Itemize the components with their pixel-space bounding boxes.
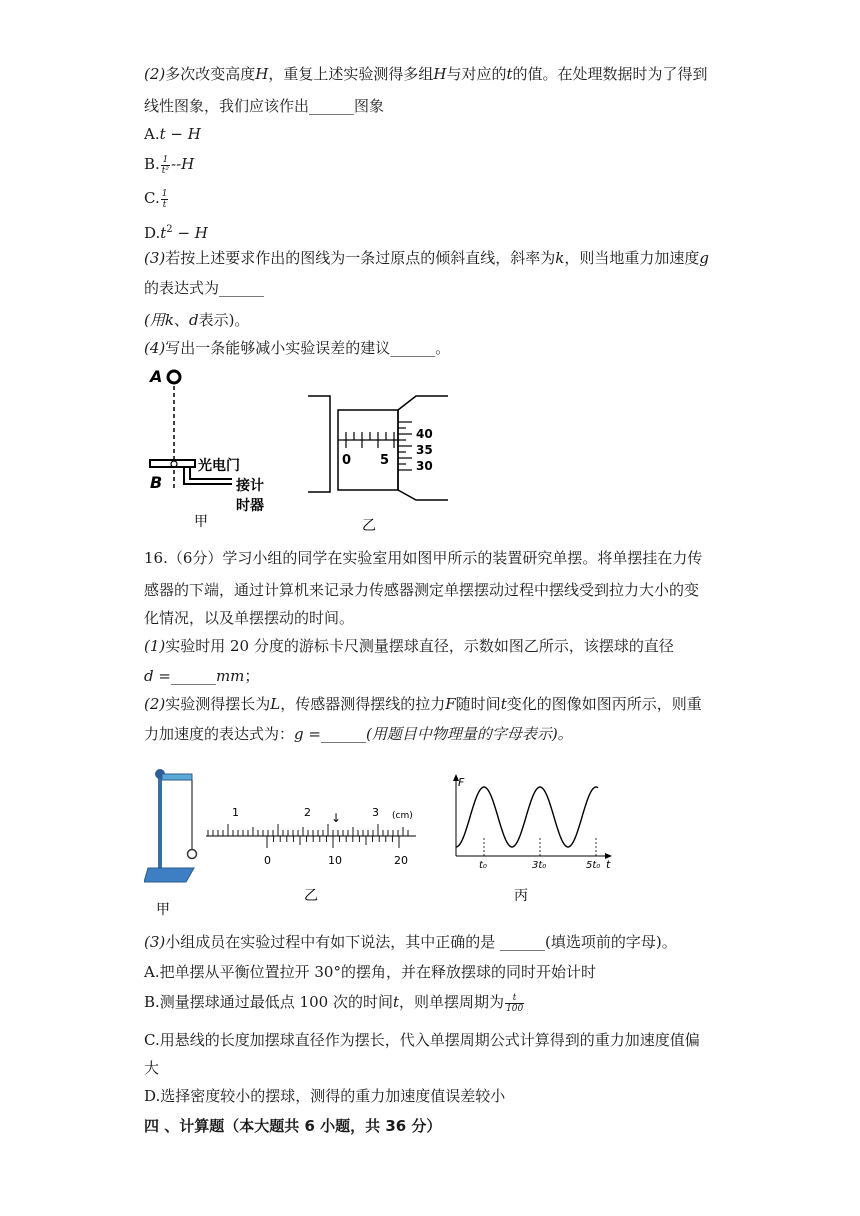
t-axis-label: t (606, 858, 611, 871)
q15-part4 (144, 338, 450, 358)
label-timer-2: 时器 (236, 498, 264, 514)
fraction-t-over-100 (505, 993, 524, 1014)
fraction-one-over-t (161, 189, 169, 210)
reading-arrow-icon: ↓ (331, 811, 342, 825)
q16-option-c-line1: C.用悬线的长度加摆球直径作为摆长，代入单摆周期公式计算得到的重力加速度值偏 (144, 1031, 700, 1049)
q15-option-b (144, 154, 194, 176)
var-g: g (294, 725, 304, 743)
figure-caption: 甲 (194, 514, 208, 530)
micrometer-frame (308, 396, 330, 492)
main-scale-ticks (208, 824, 408, 836)
q16-part1-number: (1) (144, 637, 166, 655)
q15-part3-line2: 的表达式为______ (144, 279, 265, 297)
q15-part3-line1 (144, 248, 709, 268)
option-b-text-b: ，则单摆周期为 (399, 993, 505, 1011)
option-label: C. (144, 189, 160, 207)
answer-blank: =______ (303, 725, 366, 743)
q16-option-b (144, 992, 525, 1014)
figure-caption: 甲 (156, 902, 170, 918)
var-H: H (433, 65, 447, 83)
q16-part1-line1 (144, 636, 674, 656)
q16-part2-text-c: 随时间 (455, 695, 501, 713)
var-d: d (144, 667, 154, 685)
q15-part3-line3 (144, 310, 249, 330)
var-d: d (188, 311, 199, 329)
q16-part2-text-e: 力加速度的表达式为： (144, 725, 295, 743)
fraction-numerator: t (505, 993, 524, 1004)
q16-part3-text: 小组成员在实验过程中有如下说法，其中正确的是 ______(填选项前的字母)。 (165, 933, 677, 951)
ball-icon (168, 371, 180, 383)
fraction-numerator: 1 (161, 188, 168, 199)
thimble-label-30: 30 (416, 459, 433, 473)
var-t: t (506, 65, 513, 83)
main-scale-label-3: 3 (372, 806, 379, 819)
tick-label-3t0: 3t₀ (532, 860, 547, 871)
q15-part2-text-b: ，重复上述实验测得多组 (268, 65, 434, 83)
q16-option-d: D.选择密度较小的摆球，测得的重力加速度值误差较小 (144, 1087, 506, 1105)
q16-part1-text: 实验时用 20 分度的游标卡尺测量摆球直径，示数如图乙所示，该摆球的直径 (165, 637, 674, 655)
label-timer-1: 接计 (236, 478, 264, 494)
sleeve-label-0: 0 (342, 453, 352, 468)
main-scale-unit: (cm) (392, 811, 413, 821)
q16-part1-line2 (144, 666, 259, 686)
thimble-label-35: 35 (416, 443, 433, 457)
thimble-scale (398, 422, 412, 470)
fraction-denominator: t (162, 199, 167, 210)
paren-open: (用 (144, 311, 165, 329)
pendulum-stand-figure (144, 756, 206, 922)
section-heading: 四 、计算题（本大题共 6 小题，共 36 分） (144, 1117, 442, 1135)
q15-part3-text-b: ，则当地重力加速度 (564, 249, 700, 267)
option-a-expression: t − H (159, 125, 201, 143)
option-label: A. (144, 125, 160, 143)
option-label: B. (144, 155, 160, 173)
var-L: L (270, 695, 281, 713)
q15-part3-number: (3) (144, 249, 166, 267)
var-t: t (160, 224, 167, 242)
stand-base (144, 868, 194, 882)
vernier-label-20: 20 (394, 854, 408, 867)
q15-option-d (144, 220, 208, 243)
q15-part2-line2: 线性图象，我们应该作出______图象 (144, 97, 385, 115)
vernier-caliper-figure (204, 800, 424, 906)
tick-label-5t0: 5t₀ (586, 860, 601, 871)
fraction-denominator: t² (161, 165, 170, 176)
var-k: k (555, 249, 565, 267)
figure-caption: 乙 (362, 518, 376, 534)
q16-option-c-line2: 大 (144, 1059, 160, 1077)
q15-part4-text: 写出一条能够减小实验误差的建议______。 (165, 339, 451, 357)
q16-part2-hint: (用题目中物理量的字母表示)。 (365, 725, 573, 743)
q15-part2-number: (2) (144, 65, 166, 83)
q16-intro-line3: 化情况，以及单摆摆动的时间。 (144, 609, 355, 627)
answer-blank: =______ (153, 667, 216, 685)
q16-part2-line1 (144, 694, 702, 714)
micrometer-figure (300, 392, 460, 536)
q15-part2-line1 (144, 64, 708, 84)
q16-intro-line1: 16.（6分）学习小组的同学在实验室用如图甲所示的装置研究单摆。将单摆挂在力传 (144, 549, 703, 567)
q15-part2-text-c: 与对应的 (446, 65, 507, 83)
q16-part2-text-a: 实验测得摆长为 (165, 695, 271, 713)
q16-part2-line2 (144, 724, 573, 744)
q15-part3-text-a: 若按上述要求作出的图线为一条过原点的倾斜直线，斜率为 (165, 249, 556, 267)
force-sensor (162, 774, 192, 780)
var-k: k (164, 311, 174, 329)
q15-part4-number: (4) (144, 339, 166, 357)
photogate-figure (140, 364, 290, 534)
main-scale-label-2: 2 (304, 806, 311, 819)
F-axis-label: F (458, 776, 465, 789)
figure-caption: 丙 (514, 888, 528, 904)
force-curve (456, 787, 598, 847)
var-t: t (500, 695, 507, 713)
main-scale-label-1: 1 (232, 806, 239, 819)
var-H: H (255, 65, 269, 83)
q16-part2-text-d: 变化的图像如图丙所示，则重 (506, 695, 702, 713)
var-t: t (392, 993, 399, 1011)
q16-part3-line1 (144, 932, 677, 952)
q16-part3-number: (3) (144, 933, 166, 951)
option-b-text-a: B.测量摆球通过最低点 100 次的时间 (144, 993, 393, 1011)
q16-part2-text-b: ，传感器测得摆线的拉力 (280, 695, 446, 713)
q16-option-a: A.把单摆从平衡位置拉开 30°的摆角，并在释放摆球的同时开始计时 (144, 963, 596, 981)
sleeve-label-5: 5 (380, 453, 390, 468)
fraction-numerator: 1 (162, 154, 169, 165)
vernier-label-0: 0 (264, 854, 271, 867)
label-A: A (150, 367, 163, 386)
label-B: B (150, 473, 163, 492)
option-d-tail: − H (172, 224, 208, 242)
unit-mm: mm (215, 667, 245, 685)
force-time-graph (448, 772, 618, 906)
label-photogate: 光电门 (198, 458, 240, 474)
var-g: g (699, 249, 709, 267)
q15-part3-tail: 表示)。 (198, 311, 250, 329)
q15-part2-text-a: 多次改变高度 (165, 65, 256, 83)
separator: 、 (173, 311, 189, 329)
tick-label-t0: t₀ (479, 860, 487, 871)
exponent: 2 (166, 224, 173, 235)
micrometer-sleeve (338, 410, 398, 490)
fraction-denominator: 100 (506, 1003, 524, 1014)
q16-part2-number: (2) (144, 695, 166, 713)
vernier-scale-ticks (267, 836, 399, 848)
punctuation: ； (244, 667, 260, 685)
q15-part2-text-d: 的值。在处理数据时为了得到 (512, 65, 708, 83)
thimble-label-40: 40 (416, 427, 433, 441)
vernier-label-10: 10 (328, 854, 342, 867)
option-b-tail: --H (171, 155, 195, 173)
figure-caption: 乙 (304, 888, 318, 904)
var-F: F (445, 695, 456, 713)
q16-intro-line2: 感器的下端，通过计算机来记录力传感器测定单摆摆动过程中摆线受到拉力大小的变 (144, 581, 700, 599)
q15-option-c (144, 188, 169, 210)
pendulum-bob-icon (188, 850, 197, 859)
q15-option-a (144, 124, 201, 144)
option-label: D. (144, 224, 161, 242)
fraction-one-over-t-squared (161, 155, 170, 176)
